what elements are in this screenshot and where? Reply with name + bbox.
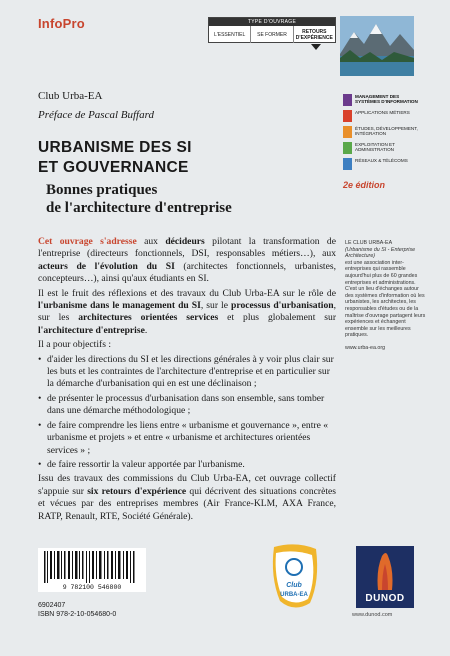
publisher-logo (356, 546, 414, 608)
club-url: www.urba-ea.org (345, 344, 386, 351)
brand-logo: InfoPro (38, 16, 85, 31)
category-square-icon (343, 94, 352, 106)
text-run: aux (136, 236, 166, 247)
bold-run: architectures orientées services (78, 312, 219, 324)
description-text (38, 236, 336, 525)
club-sidebar-subtitle: (Urbanisme du SI - Enterprise Architecture) (345, 246, 416, 260)
mountain-lake-photo (340, 16, 414, 76)
type-cell-se-former: SE FORMER (251, 26, 293, 43)
category-square-icon (343, 110, 352, 122)
type-cell-essentiel: L'ESSENTIEL (209, 26, 251, 43)
club-sidebar-text: est une association inter-entreprises qui rassemble aujourd'hui plus de 60 grandes entreprises et administrations. C'est un lieu d'échanges autour des systèmes d'information où les urbanistes, les architectes, les responsables d'études ou de la maîtrise d'ouvrage partagent leurs expériences et échangent ensemble sur les meilleures pratiques. (345, 259, 426, 339)
publisher-url: www.dunod.com (352, 612, 393, 618)
category-square-icon (343, 158, 352, 170)
title-line-1: URBANISME DES SI (38, 139, 192, 156)
text-run: . (144, 324, 148, 336)
context-paragraph (38, 288, 336, 338)
barcode-digits: 9 782100 546800 (62, 584, 122, 591)
highlight-phrase: Cet ouvrage s'adresse (38, 236, 137, 247)
club-sidebar (345, 240, 427, 352)
objectives-list (38, 354, 336, 472)
isbn-block (38, 601, 116, 619)
category-item (343, 142, 423, 154)
product-code: 6902407 (38, 602, 66, 609)
bold-run: acteurs de l'évolution du SI (38, 260, 175, 272)
objective-item: • de faire comprendre les liens entre « urbanisme et gouvernance », entre « urbanisme et projets » et entre « urbanisme et architectures orientées services » ; (38, 420, 336, 457)
bold-run: processus d'urbanisation (231, 300, 334, 312)
text-run: , sur le (200, 300, 232, 312)
subtitle-line-1: Bonnes pratiques (46, 182, 158, 198)
text-run: qui décrivent des situations concrètes et vécues par des entreprises membres (Air France-KLM, AXA France, RATP, Renault, RTE, Société Générale). (38, 485, 337, 522)
badge-line-1: Club (286, 582, 302, 589)
category-item (343, 126, 423, 138)
publisher-name: DUNOD (365, 593, 405, 604)
category-list (343, 94, 423, 174)
category-label: RÉSEAUX & TÉLÉCOMS (355, 158, 408, 163)
text-run: et plus globalement sur (218, 312, 337, 324)
club-urba-ea-badge (266, 541, 322, 613)
category-label: MANAGEMENT DES SYSTÈMES D'INFORMATION (355, 94, 418, 105)
type-ouvrage-box (208, 17, 336, 43)
closing-paragraph (38, 473, 336, 523)
subtitle-line-2: de l'architecture d'entreprise (46, 200, 232, 216)
preface-line: Préface de Pascal Buffard (38, 109, 154, 121)
club-sidebar-heading: LE CLUB URBA-EA (345, 240, 393, 246)
bold-run: l'architecture d'entreprise (38, 324, 145, 336)
text-run: , sur les (38, 300, 336, 324)
text-run: (architectes fonctionnels, urbanistes, concepteurs…), ainsi qu'aux étudiants en SI. (38, 260, 336, 285)
title-line-2: ET GOUVERNANCE (38, 159, 189, 176)
objective-item: • d'aider les directions du SI et les directions générales à y voir plus clair sur les buts et les contraintes de l'architecture d'entreprise et en particulier sur la démarche d'urbanisation qui en est une déclinaison ; (38, 354, 336, 391)
category-label: EXPLOITATION ET ADMINISTRATION (355, 142, 395, 153)
text-run: pilotant la transformation de l'entreprise (directeurs fonctionnels, DSI, responsables métiers…), aux (38, 236, 336, 260)
objectives-intro: Il a pour objectifs : (38, 339, 111, 351)
edition-label: 2e édition (343, 180, 386, 190)
book-subtitle (46, 181, 232, 217)
category-label: APPLICATIONS MÉTIERS (355, 110, 410, 115)
objective-item: • de présenter le processus d'urbanisation dans son ensemble, sans tomber dans une démarche méthodologique ; (38, 393, 336, 418)
text-run: Il est le fruit des réflexions et des travaux du Club Urba-EA sur le rôle de (38, 287, 336, 299)
type-cell-retours: RETOURS D'EXPÉRIENCE (295, 28, 333, 41)
bold-run: l'urbanisme dans le management du SI (38, 300, 201, 312)
type-ouvrage-header: TYPE D'OUVRAGE (209, 18, 335, 26)
category-label: ÉTUDES, DÉVELOPPEMENT, INTÉGRATION (355, 126, 418, 137)
category-square-icon (343, 142, 352, 154)
author-club: Club Urba-EA (38, 90, 103, 102)
bold-run: décideurs (165, 236, 205, 247)
text-run: Issu des travaux des commissions du Club Urba-EA, cet ouvrage collectif s'appuie sur (38, 473, 336, 497)
selected-type-arrow-icon (311, 44, 321, 50)
category-square-icon (343, 126, 352, 138)
book-title (38, 138, 192, 178)
objective-item: • de faire ressortir la valeur apportée par l'urbanisme. (38, 459, 336, 471)
category-item (343, 110, 423, 122)
bold-run: six retours d'expérience (87, 485, 187, 497)
category-item (343, 94, 423, 106)
badge-line-2: URBA-EA (280, 592, 308, 598)
intro-paragraph (38, 236, 336, 286)
category-item (343, 158, 423, 170)
isbn-number: ISBN 978-2-10-054680-0 (38, 611, 117, 618)
barcode (38, 548, 146, 592)
